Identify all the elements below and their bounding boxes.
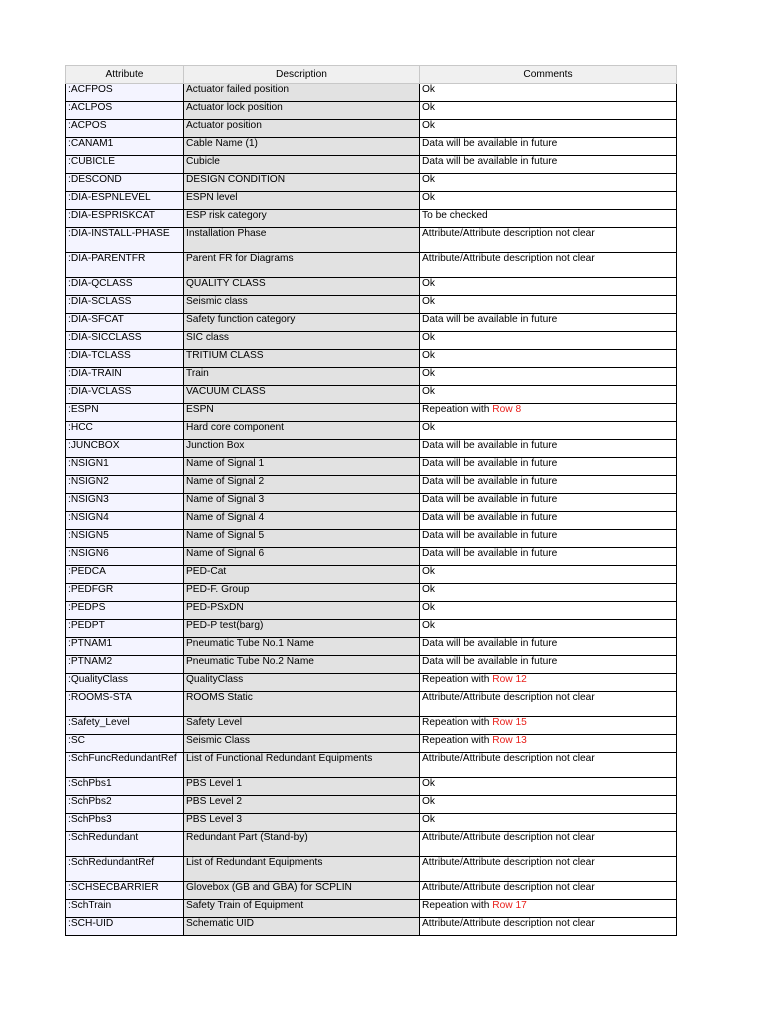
cell-attribute[interactable]: :QualityClass <box>66 674 184 692</box>
cell-description[interactable]: ESP risk category <box>184 210 420 228</box>
header-attribute: Attribute <box>66 66 184 84</box>
cell-attribute[interactable]: :NSIGN2 <box>66 476 184 494</box>
comment-text: Data will be available in future <box>422 638 558 649</box>
cell-comment[interactable] <box>420 512 677 530</box>
table-row <box>66 512 677 530</box>
cell-comment[interactable] <box>420 548 677 566</box>
comment-text: Repeation with <box>422 717 493 728</box>
table-row <box>66 350 677 368</box>
cell-description[interactable]: Parent FR for Diagrams <box>184 253 420 278</box>
cell-attribute[interactable]: :PEDPS <box>66 602 184 620</box>
cell-attribute[interactable]: :DIA-TRAIN <box>66 368 184 386</box>
table-row <box>66 368 677 386</box>
cell-comment[interactable] <box>420 796 677 814</box>
cell-attribute[interactable]: :NSIGN4 <box>66 512 184 530</box>
comment-text: Attribute/Attribute description not clear <box>422 753 595 764</box>
cell-attribute[interactable]: :NSIGN6 <box>66 548 184 566</box>
cell-comment[interactable] <box>420 350 677 368</box>
cell-description[interactable]: PBS Level 1 <box>184 778 420 796</box>
comment-text: Ok <box>422 602 436 613</box>
row-reference: Row 17 <box>492 900 527 911</box>
table-row <box>66 458 677 476</box>
table-row <box>66 796 677 814</box>
header-description: Description <box>184 66 420 84</box>
cell-attribute[interactable]: :ESPN <box>66 404 184 422</box>
table-row <box>66 584 677 602</box>
comment-text: Ok <box>422 278 436 289</box>
cell-comment[interactable] <box>420 422 677 440</box>
cell-comment[interactable] <box>420 584 677 602</box>
table-row <box>66 84 677 102</box>
table-row <box>66 120 677 138</box>
cell-description[interactable]: Actuator failed position <box>184 84 420 102</box>
table-row <box>66 692 677 717</box>
table-row <box>66 386 677 404</box>
cell-attribute[interactable]: :PEDFGR <box>66 584 184 602</box>
table-row <box>66 620 677 638</box>
table-row <box>66 296 677 314</box>
cell-description[interactable]: List of Functional Redundant Equipments <box>184 753 420 778</box>
cell-attribute[interactable]: :DIA-ESPRISKCAT <box>66 210 184 228</box>
cell-comment[interactable] <box>420 278 677 296</box>
comment-text: Attribute/Attribute description not clear <box>422 882 595 893</box>
cell-comment[interactable] <box>420 692 677 717</box>
comment-text: Ok <box>422 332 436 343</box>
header-comments: Comments <box>420 66 677 84</box>
cell-comment[interactable] <box>420 674 677 692</box>
comment-text: Ok <box>422 620 436 631</box>
cell-description[interactable]: QualityClass <box>184 674 420 692</box>
comment-text: Ok <box>422 386 436 397</box>
cell-comment[interactable] <box>420 778 677 796</box>
table-row <box>66 656 677 674</box>
cell-description[interactable]: Actuator position <box>184 120 420 138</box>
cell-description[interactable]: Cubicle <box>184 156 420 174</box>
cell-attribute[interactable]: :DIA-ESPNLEVEL <box>66 192 184 210</box>
table-row <box>66 857 677 882</box>
cell-description[interactable]: Name of Signal 6 <box>184 548 420 566</box>
cell-attribute[interactable]: :DIA-PARENTFR <box>66 253 184 278</box>
table-row <box>66 735 677 753</box>
comment-text: Data will be available in future <box>422 512 558 523</box>
spreadsheet <box>65 65 676 936</box>
comment-text: Repeation with <box>422 404 493 415</box>
cell-comment[interactable] <box>420 900 677 918</box>
comment-text: Ok <box>422 296 436 307</box>
table-row <box>66 900 677 918</box>
cell-attribute[interactable]: :DIA-SCLASS <box>66 296 184 314</box>
cell-attribute[interactable]: :Safety_Level <box>66 717 184 735</box>
comment-text: Ok <box>422 368 436 379</box>
row-reference: Row 12 <box>492 674 527 685</box>
comment-text: Ok <box>422 174 436 185</box>
cell-comment[interactable] <box>420 656 677 674</box>
cell-comment[interactable] <box>420 296 677 314</box>
cell-comment[interactable] <box>420 832 677 857</box>
row-reference: Row 15 <box>492 717 527 728</box>
cell-attribute[interactable]: :CANAM1 <box>66 138 184 156</box>
cell-description[interactable]: Cable Name (1) <box>184 138 420 156</box>
table-row <box>66 918 677 936</box>
table-row <box>66 530 677 548</box>
table-row <box>66 278 677 296</box>
cell-comment[interactable] <box>420 228 677 253</box>
cell-attribute[interactable]: :SchTrain <box>66 900 184 918</box>
cell-attribute[interactable]: :ROOMS-STA <box>66 692 184 717</box>
cell-description[interactable]: ESPN <box>184 404 420 422</box>
cell-description[interactable]: Installation Phase <box>184 228 420 253</box>
comment-text: Data will be available in future <box>422 314 558 325</box>
comment-text: Data will be available in future <box>422 138 558 149</box>
table-body <box>66 84 677 936</box>
cell-description[interactable]: Pneumatic Tube No.2 Name <box>184 656 420 674</box>
cell-comment[interactable] <box>420 84 677 102</box>
cell-comment[interactable] <box>420 192 677 210</box>
cell-description[interactable]: Safety Level <box>184 717 420 735</box>
cell-attribute[interactable]: :ACFPOS <box>66 84 184 102</box>
cell-comment[interactable] <box>420 253 677 278</box>
cell-comment[interactable] <box>420 857 677 882</box>
cell-attribute[interactable]: :JUNCBOX <box>66 440 184 458</box>
cell-description[interactable]: Seismic class <box>184 296 420 314</box>
comment-text: Ok <box>422 778 436 789</box>
cell-description[interactable]: Seismic Class <box>184 735 420 753</box>
cell-description[interactable]: List of Redundant Equipments <box>184 857 420 882</box>
comment-text: Ok <box>422 566 436 577</box>
cell-attribute[interactable]: :SchPbs1 <box>66 778 184 796</box>
row-reference: Row 8 <box>492 404 522 415</box>
cell-attribute[interactable]: :PEDCA <box>66 566 184 584</box>
cell-description[interactable]: Hard core component <box>184 422 420 440</box>
cell-description[interactable]: Junction Box <box>184 440 420 458</box>
cell-description[interactable]: Pneumatic Tube No.1 Name <box>184 638 420 656</box>
cell-description[interactable]: Name of Signal 3 <box>184 494 420 512</box>
cell-comment[interactable] <box>420 332 677 350</box>
cell-attribute[interactable]: :SchPbs2 <box>66 796 184 814</box>
comment-text: Data will be available in future <box>422 476 558 487</box>
cell-description[interactable]: Name of Signal 2 <box>184 476 420 494</box>
comment-text: Data will be available in future <box>422 656 558 667</box>
cell-description[interactable]: Actuator lock position <box>184 102 420 120</box>
comment-text: Ok <box>422 796 436 807</box>
comment-text: Ok <box>422 422 436 433</box>
table-row <box>66 210 677 228</box>
table-row <box>66 156 677 174</box>
cell-attribute[interactable]: :SCH-UID <box>66 918 184 936</box>
comment-text: To be checked <box>422 210 488 221</box>
table-row <box>66 602 677 620</box>
cell-description[interactable]: Name of Signal 4 <box>184 512 420 530</box>
table-row <box>66 253 677 278</box>
cell-comment[interactable] <box>420 156 677 174</box>
cell-attribute[interactable]: :DIA-SFCAT <box>66 314 184 332</box>
cell-attribute[interactable]: :ACLPOS <box>66 102 184 120</box>
cell-comment[interactable] <box>420 566 677 584</box>
comment-text: Attribute/Attribute description not clear <box>422 228 595 239</box>
comment-text: Ok <box>422 102 436 113</box>
table-row <box>66 314 677 332</box>
cell-comment[interactable] <box>420 638 677 656</box>
comment-text: Attribute/Attribute description not clear <box>422 253 595 264</box>
table-row <box>66 674 677 692</box>
comment-text: Data will be available in future <box>422 548 558 559</box>
cell-comment[interactable] <box>420 918 677 936</box>
comment-text: Attribute/Attribute description not clear <box>422 832 595 843</box>
cell-description[interactable]: PBS Level 2 <box>184 796 420 814</box>
comment-text: Data will be available in future <box>422 530 558 541</box>
cell-attribute[interactable]: :DIA-INSTALL-PHASE <box>66 228 184 253</box>
comment-text: Repeation with <box>422 900 493 911</box>
cell-comment[interactable] <box>420 314 677 332</box>
comment-text: Ok <box>422 192 436 203</box>
comment-text: Data will be available in future <box>422 156 558 167</box>
table-row <box>66 228 677 253</box>
cell-comment[interactable] <box>420 440 677 458</box>
cell-description[interactable]: PED-F. Group <box>184 584 420 602</box>
comment-text: Attribute/Attribute description not clear <box>422 918 595 929</box>
header-row <box>66 66 677 84</box>
table-row <box>66 138 677 156</box>
cell-attribute[interactable]: :ACPOS <box>66 120 184 138</box>
table-row <box>66 174 677 192</box>
table-row <box>66 404 677 422</box>
cell-comment[interactable] <box>420 753 677 778</box>
cell-attribute[interactable]: :NSIGN1 <box>66 458 184 476</box>
comment-text: Ok <box>422 120 436 131</box>
cell-description[interactable]: PBS Level 3 <box>184 814 420 832</box>
cell-comment[interactable] <box>420 717 677 735</box>
cell-description[interactable]: ROOMS Static <box>184 692 420 717</box>
cell-comment[interactable] <box>420 735 677 753</box>
cell-attribute[interactable]: :NSIGN3 <box>66 494 184 512</box>
cell-description[interactable]: Name of Signal 1 <box>184 458 420 476</box>
cell-description[interactable]: Train <box>184 368 420 386</box>
cell-attribute[interactable]: :SchRedundantRef <box>66 857 184 882</box>
comment-text: Data will be available in future <box>422 440 558 451</box>
table-row <box>66 882 677 900</box>
attribute-table <box>65 65 677 936</box>
cell-description[interactable]: Schematic UID <box>184 918 420 936</box>
cell-comment[interactable] <box>420 210 677 228</box>
comment-text: Attribute/Attribute description not clear <box>422 692 595 703</box>
cell-comment[interactable] <box>420 620 677 638</box>
cell-comment[interactable] <box>420 174 677 192</box>
comment-text: Repeation with <box>422 674 493 685</box>
cell-comment[interactable] <box>420 458 677 476</box>
cell-comment[interactable] <box>420 120 677 138</box>
cell-attribute[interactable]: :NSIGN5 <box>66 530 184 548</box>
comment-text: Data will be available in future <box>422 494 558 505</box>
table-row <box>66 476 677 494</box>
cell-description[interactable]: PED-Cat <box>184 566 420 584</box>
cell-description[interactable]: Redundant Part (Stand-by) <box>184 832 420 857</box>
cell-description[interactable]: VACUUM CLASS <box>184 386 420 404</box>
table-row <box>66 332 677 350</box>
cell-attribute[interactable]: :DIA-TCLASS <box>66 350 184 368</box>
cell-comment[interactable] <box>420 882 677 900</box>
cell-attribute[interactable]: :PTNAM2 <box>66 656 184 674</box>
cell-comment[interactable] <box>420 102 677 120</box>
cell-description[interactable]: TRITIUM CLASS <box>184 350 420 368</box>
cell-attribute[interactable]: :CUBICLE <box>66 156 184 174</box>
cell-attribute[interactable]: :DESCOND <box>66 174 184 192</box>
cell-attribute[interactable]: :PEDPT <box>66 620 184 638</box>
table-row <box>66 814 677 832</box>
cell-comment[interactable] <box>420 602 677 620</box>
cell-description[interactable]: Glovebox (GB and GBA) for SCPLIN <box>184 882 420 900</box>
table-row <box>66 778 677 796</box>
table-row <box>66 832 677 857</box>
cell-description[interactable]: SIC class <box>184 332 420 350</box>
cell-attribute[interactable]: :SchPbs3 <box>66 814 184 832</box>
cell-attribute[interactable]: :DIA-VCLASS <box>66 386 184 404</box>
cell-comment[interactable] <box>420 386 677 404</box>
comment-text: Ok <box>422 814 436 825</box>
comment-text: Ok <box>422 84 436 95</box>
comment-text: Repeation with <box>422 735 493 746</box>
table-row <box>66 494 677 512</box>
cell-attribute[interactable]: :SchRedundant <box>66 832 184 857</box>
comment-text: Attribute/Attribute description not clear <box>422 857 595 868</box>
cell-attribute[interactable]: :DIA-SICCLASS <box>66 332 184 350</box>
cell-description[interactable]: Safety Train of Equipment <box>184 900 420 918</box>
cell-comment[interactable] <box>420 530 677 548</box>
cell-attribute[interactable]: :SCHSECBARRIER <box>66 882 184 900</box>
comment-text: Ok <box>422 350 436 361</box>
table-row <box>66 638 677 656</box>
cell-description[interactable]: PED-PSxDN <box>184 602 420 620</box>
table-row <box>66 548 677 566</box>
cell-description[interactable]: PED-P test(barg) <box>184 620 420 638</box>
cell-attribute[interactable]: :HCC <box>66 422 184 440</box>
table-row <box>66 422 677 440</box>
cell-comment[interactable] <box>420 368 677 386</box>
cell-description[interactable]: DESIGN CONDITION <box>184 174 420 192</box>
cell-attribute[interactable]: :PTNAM1 <box>66 638 184 656</box>
cell-comment[interactable] <box>420 138 677 156</box>
table-row <box>66 753 677 778</box>
cell-attribute[interactable]: :SC <box>66 735 184 753</box>
cell-description[interactable]: ESPN level <box>184 192 420 210</box>
table-row <box>66 717 677 735</box>
cell-comment[interactable] <box>420 494 677 512</box>
cell-description[interactable]: Name of Signal 5 <box>184 530 420 548</box>
table-row <box>66 102 677 120</box>
cell-attribute[interactable]: :DIA-QCLASS <box>66 278 184 296</box>
comment-text: Data will be available in future <box>422 458 558 469</box>
cell-comment[interactable] <box>420 814 677 832</box>
cell-attribute[interactable]: :SchFuncRedundantRef <box>66 753 184 778</box>
table-row <box>66 192 677 210</box>
cell-comment[interactable] <box>420 476 677 494</box>
comment-text: Ok <box>422 584 436 595</box>
cell-comment[interactable] <box>420 404 677 422</box>
cell-description[interactable]: QUALITY CLASS <box>184 278 420 296</box>
table-row <box>66 566 677 584</box>
row-reference: Row 13 <box>492 735 527 746</box>
cell-description[interactable]: Safety function category <box>184 314 420 332</box>
table-row <box>66 440 677 458</box>
